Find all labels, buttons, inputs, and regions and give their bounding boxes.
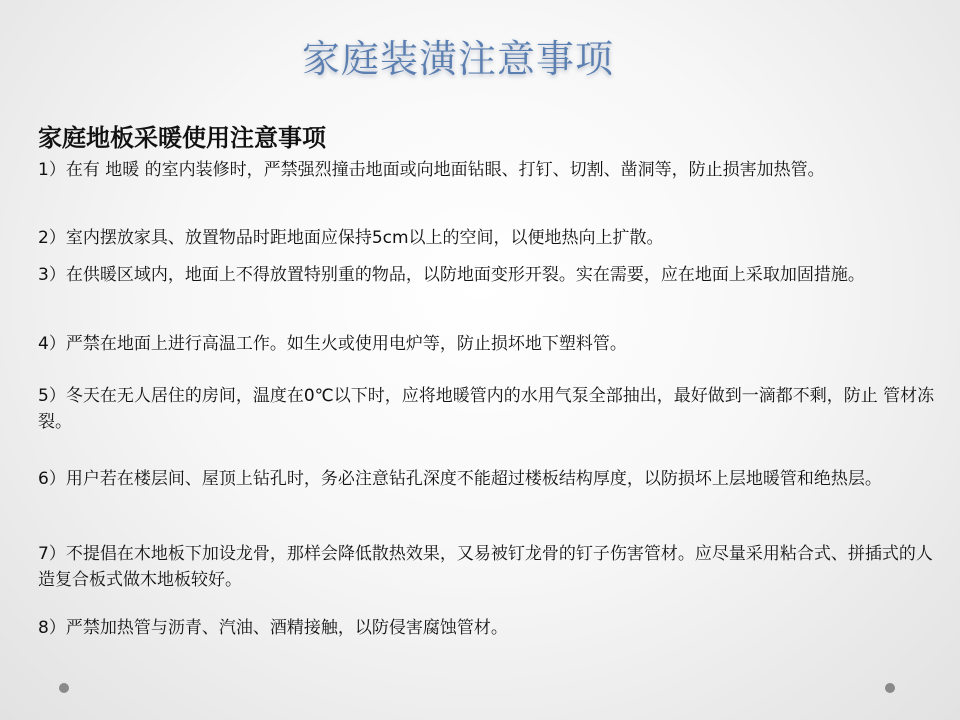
list-item: 4）严禁在地面上进行高温工作。如生火或使用电炉等，防止损坏地下塑料管。 — [38, 334, 627, 354]
list-item: 2）室内摆放家具、放置物品时距地面应保持5cm以上的空间，以便地热向上扩散。 — [38, 228, 664, 248]
slide-title: 家庭装潢注意事项 — [301, 37, 614, 81]
list-item: 1）在有 地暖 的室内装修时，严禁强烈撞击地面或向地面钻眼、打钉、切割、凿洞等，防止损害加热管。 — [38, 160, 825, 180]
list-item: 5）冬天在无人居住的房间，温度在0℃以下时，应将地暖管内的水用气泵全部抽出，最好做到一滴都不剩，防止 管材冻裂。 — [38, 386, 935, 432]
decorative-dot — [59, 683, 69, 693]
section-heading: 家庭地板采暖使用注意事项 — [38, 124, 326, 152]
list-item: 6）用户若在楼层间、屋顶上钻孔时，务必注意钻孔深度不能超过楼板结构厚度，以防损坏上层地暖管和绝热层。 — [38, 469, 882, 489]
decorative-dot — [885, 683, 895, 693]
list-item: 3）在供暖区域内，地面上不得放置特别重的物品，以防地面变形开裂。实在需要，应在地面上采取加固措施。 — [38, 265, 865, 285]
list-item: 8）严禁加热管与沥青、汽油、酒精接触，以防侵害腐蚀管材。 — [38, 618, 508, 638]
list-item: 7）不提倡在木地板下加设龙骨，那样会降低散热效果，又易被钉龙骨的钉子伤害管材。应尽量采用粘合式、拼插式的人造复合板式做木地板较好。 — [38, 544, 933, 590]
